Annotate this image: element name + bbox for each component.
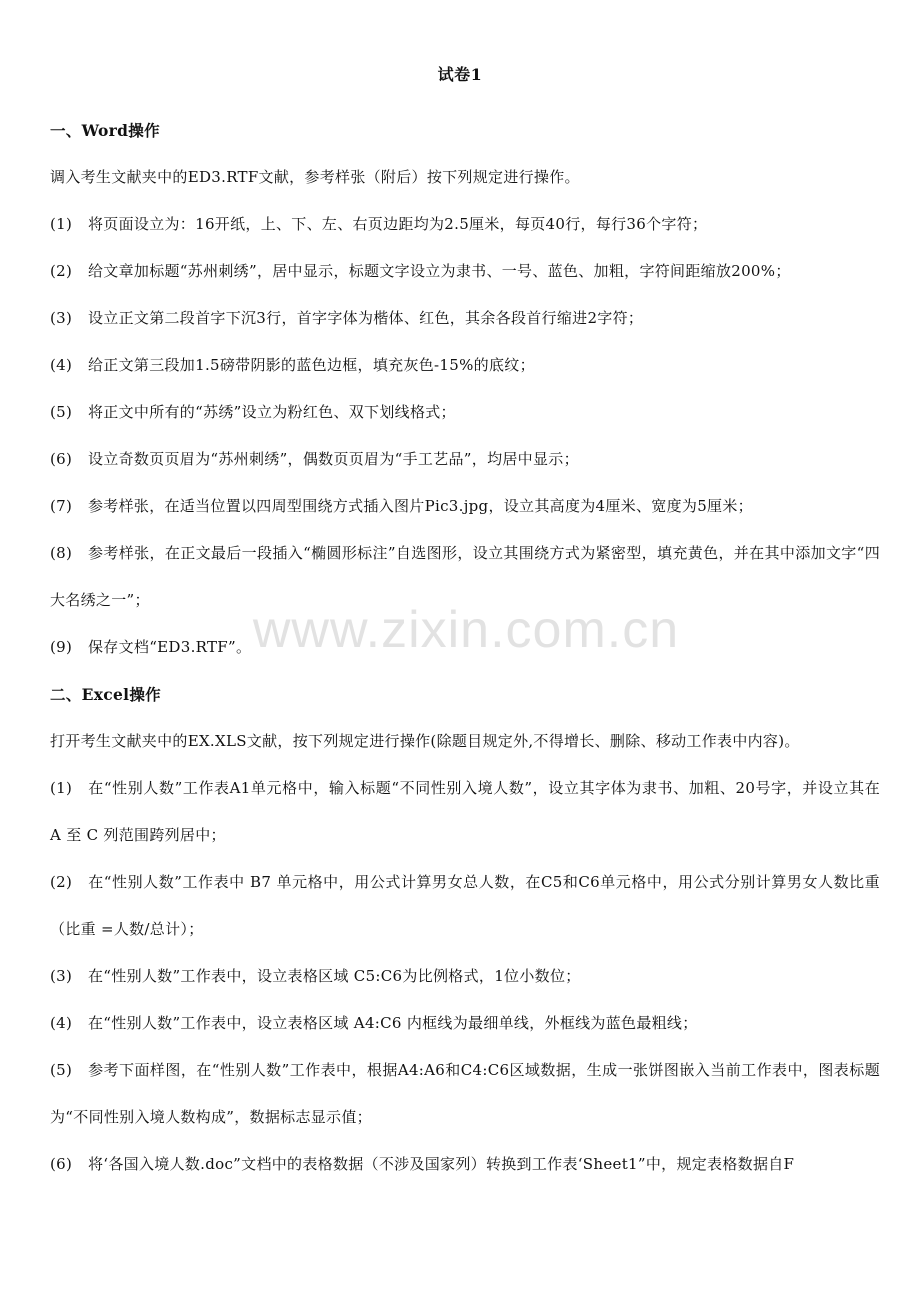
item-number: (1)	[50, 215, 73, 233]
word-item-7	[50, 483, 880, 530]
item-number: (2)	[50, 873, 73, 891]
excel-item-5	[50, 1047, 880, 1141]
item-number: (1)	[50, 779, 73, 797]
item-text: 将页面设立为：16开纸，上、下、左、右页边距均为2.5厘米，每页40行，每行36个字符；	[88, 215, 708, 233]
item-number: (9)	[50, 638, 73, 656]
item-number: (3)	[50, 967, 73, 985]
item-number: (5)	[50, 403, 73, 421]
word-item-9	[50, 624, 880, 671]
page-title: 试卷1	[437, 65, 483, 84]
excel-item-4	[50, 1000, 880, 1047]
word-item-6	[50, 436, 880, 483]
item-text: 在“性别人数”工作表中 B7 单元格中，用公式计算男女总人数，在C5和C6单元格中，用公式分别计算男女人数比重（比重 =人数/总计）；	[50, 873, 880, 938]
item-text: 参考下面样图，在“性别人数”工作表中，根据A4:A6和C4:C6区域数据，生成一张饼图嵌入当前工作表中，图表标题为“不同性别入境人数构成”，数据标志显示值；	[50, 1061, 880, 1126]
item-text: 将正文中所有的“苏绣”设立为粉红色、双下划线格式；	[88, 403, 456, 421]
item-text: 给正文第三段加1.5磅带阴影的蓝色边框，填充灰色-15%的底纹；	[88, 356, 535, 374]
section-heading-excel: 二、Excel操作	[50, 685, 161, 704]
word-item-3	[50, 295, 880, 342]
item-number: (6)	[50, 450, 73, 468]
word-item-1	[50, 201, 880, 248]
excel-item-3	[50, 953, 880, 1000]
item-text: 设立奇数页页眉为“苏州刺绣”，偶数页页眉为“手工艺品”，均居中显示；	[88, 450, 579, 468]
item-number: (3)	[50, 309, 73, 327]
item-text: 给文章加标题“苏州刺绣”，居中显示，标题文字设立为隶书、一号、蓝色、加粗，字符间距缩放200%；	[88, 262, 791, 280]
word-intro: 调入考生文献夹中的ED3.RTF文献，参考样张（附后）按下列规定进行操作。	[50, 168, 580, 186]
item-text: 在“性别人数”工作表中，设立表格区域 A4:C6 内框线为最细单线，外框线为蓝色最粗线；	[88, 1014, 698, 1032]
document-body	[50, 107, 880, 1188]
item-number: (8)	[50, 544, 73, 562]
excel-intro: 打开考生文献夹中的EX.XLS文献，按下列规定进行操作(除题目规定外,不得增长、删除、移动工作表中内容)。	[50, 732, 800, 750]
item-text: 参考样张，在正文最后一段插入“椭圆形标注”自选图形，设立其围绕方式为紧密型，填充黄色，并在其中添加文字“四大名绣之一”；	[50, 544, 880, 609]
excel-item-2	[50, 859, 880, 953]
word-item-5	[50, 389, 880, 436]
item-number: (4)	[50, 356, 73, 374]
excel-item-6	[50, 1141, 880, 1188]
item-text: 设立正文第二段首字下沉3行，首字字体为楷体、红色，其余各段首行缩进2字符；	[88, 309, 644, 327]
item-number: (7)	[50, 497, 73, 515]
word-item-4	[50, 342, 880, 389]
item-text: 保存文档“ED3.RTF”。	[88, 638, 252, 656]
item-number: (5)	[50, 1061, 73, 1079]
item-text: 在“性别人数”工作表中，设立表格区域 C5:C6为比例格式，1位小数位；	[88, 967, 581, 985]
item-text: 参考样张，在适当位置以四周型围绕方式插入图片Pic3.jpg，设立其高度为4厘米、宽度为5厘米；	[88, 497, 753, 515]
item-text: 在“性别人数”工作表A1单元格中，输入标题“不同性别入境人数”，设立其字体为隶书、加粗、20号字，并设立其在 A 至 C 列范围跨列居中；	[50, 779, 880, 844]
watermark-text: www.zixin.com.cn	[252, 601, 680, 659]
item-number: (6)	[50, 1155, 73, 1173]
word-item-8	[50, 530, 880, 624]
item-number: (2)	[50, 262, 73, 280]
excel-item-1	[50, 765, 880, 859]
item-number: (4)	[50, 1014, 73, 1032]
item-text: 将‘各国入境人数.doc”文档中的表格数据（不涉及国家列）转换到工作表‘Sheet1”中，规定表格数据自F	[88, 1155, 795, 1173]
section-heading-word: 一、Word操作	[50, 121, 160, 140]
word-item-2	[50, 248, 880, 295]
